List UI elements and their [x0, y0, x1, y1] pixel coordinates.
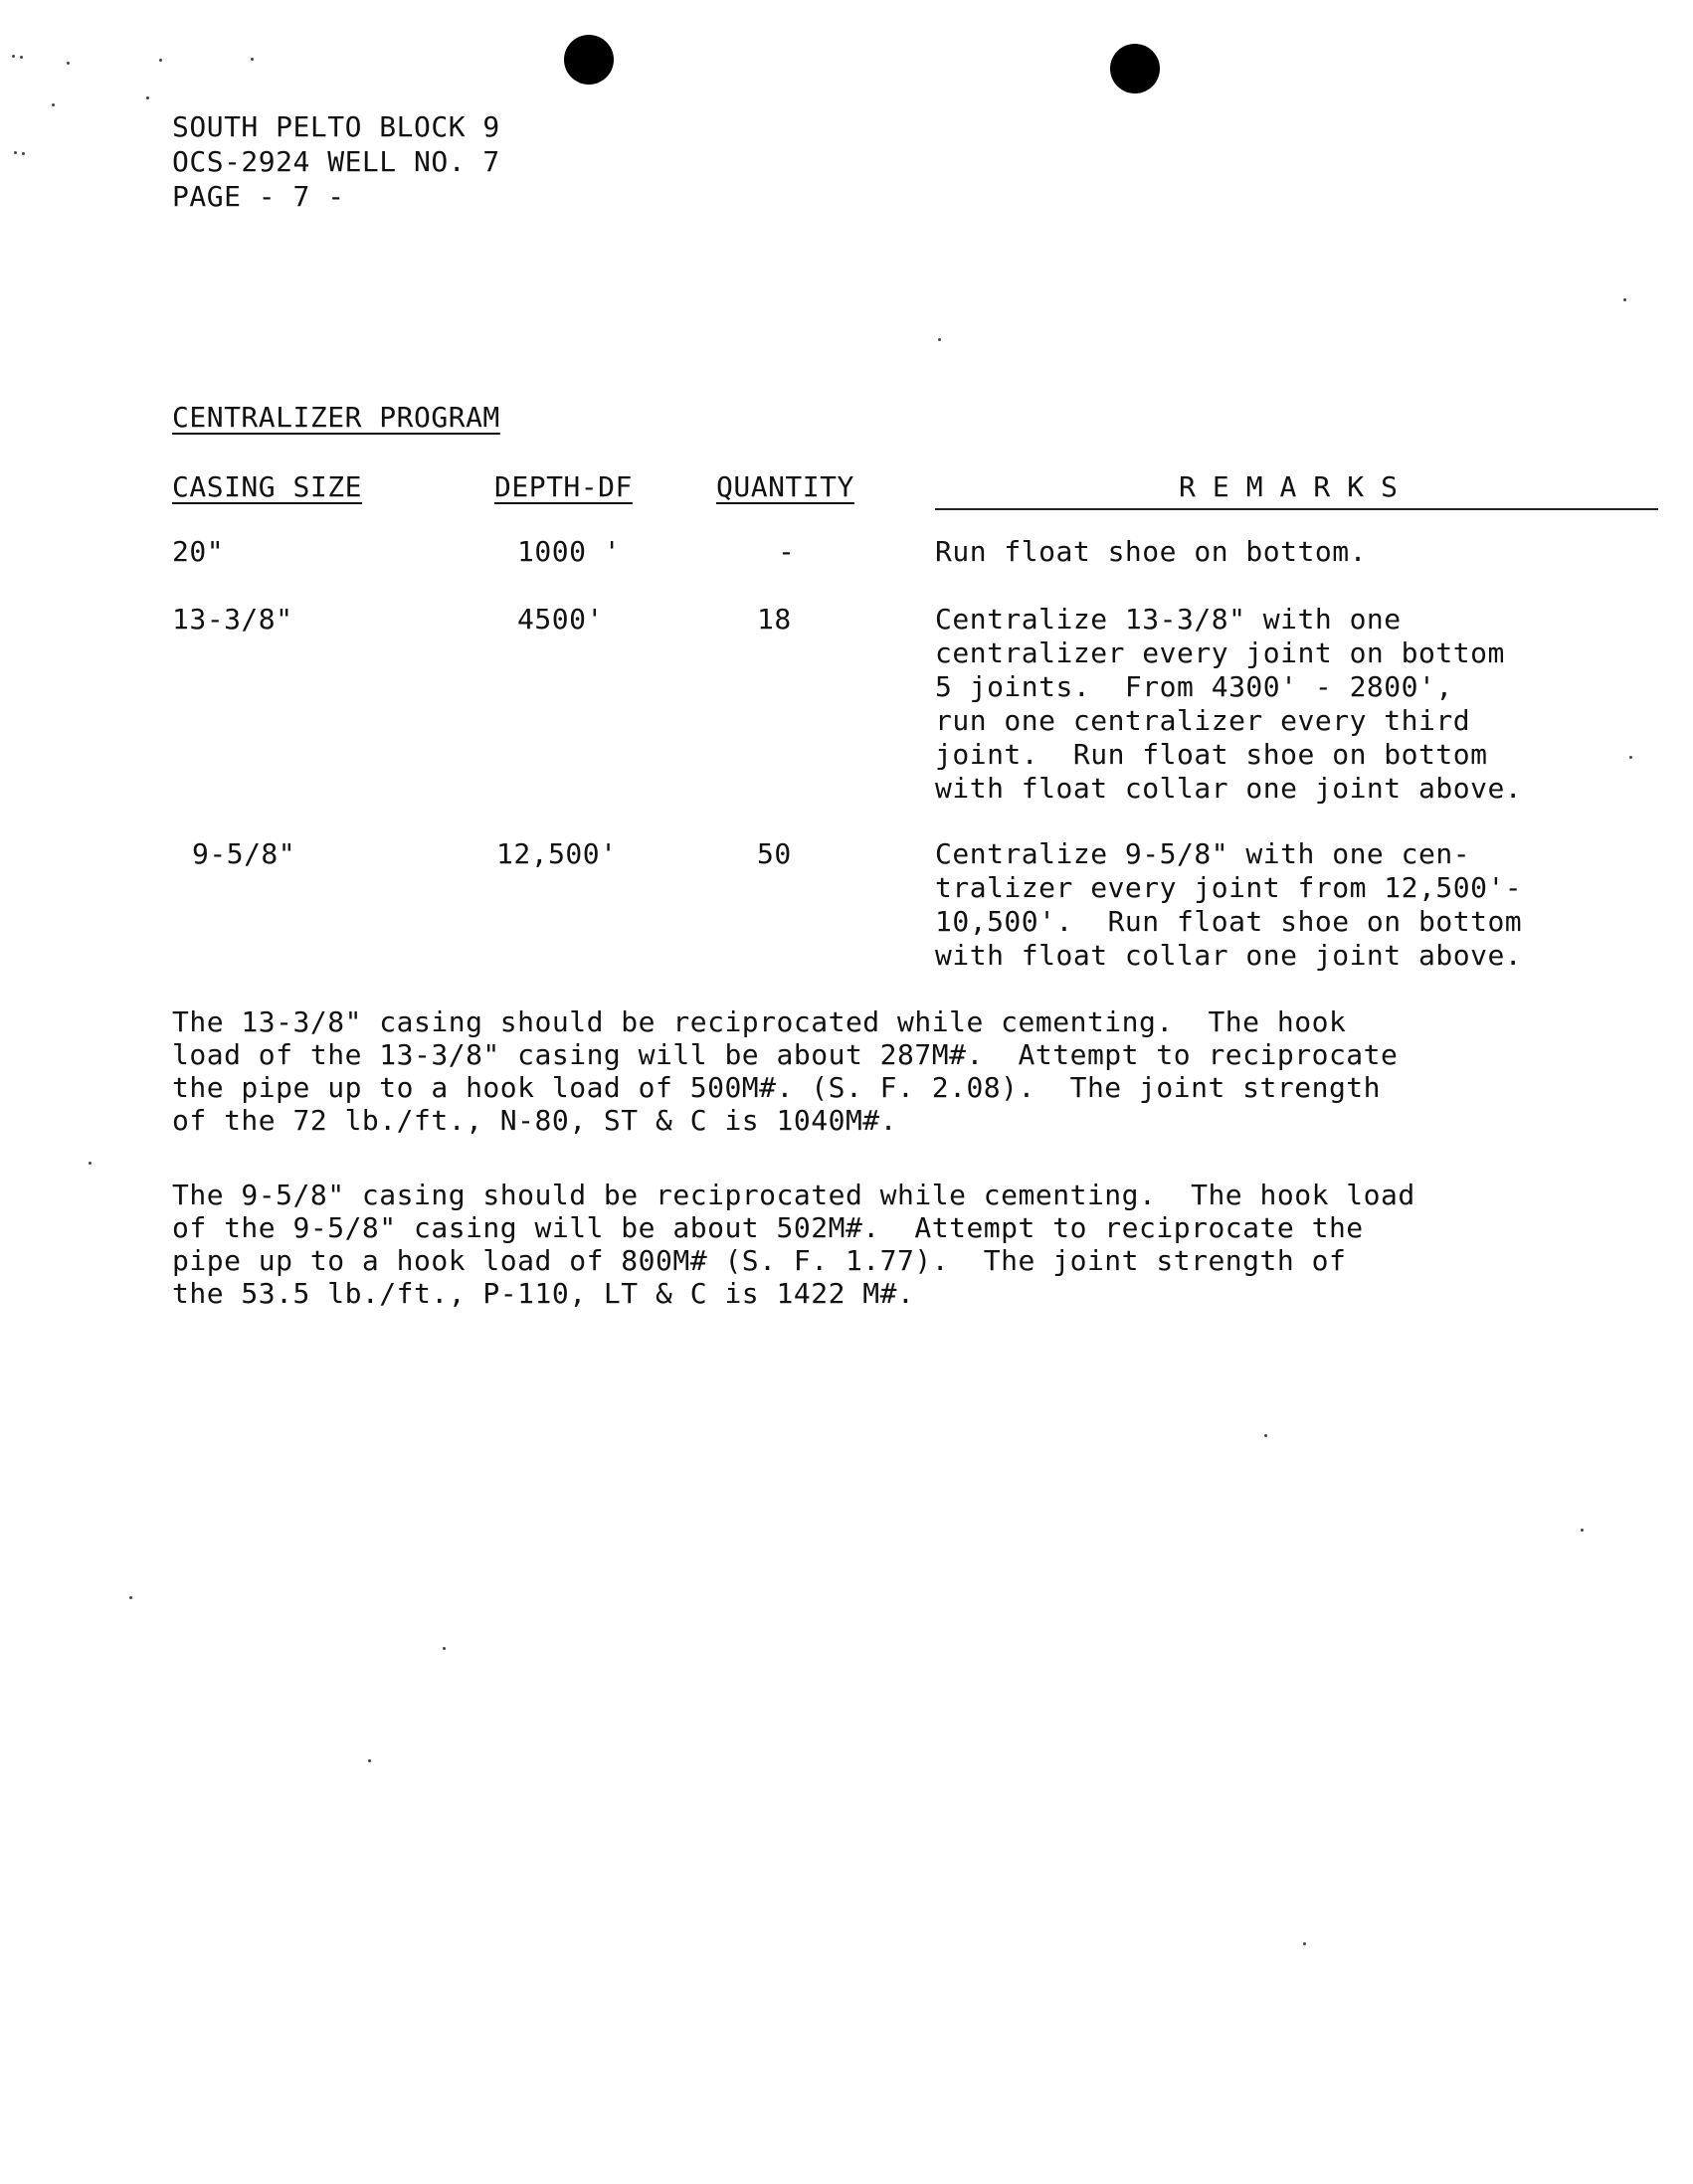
paragraph-line: the 53.5 lb./ft., P-110, LT & C is 1422 M#. [172, 1277, 915, 1310]
remark-line: with float collar one joint above. [935, 939, 1523, 972]
paragraph [172, 1005, 1398, 1137]
section-title: CENTRALIZER PROGRAM [172, 401, 500, 434]
column-header-casing-size: CASING SIZE [172, 470, 362, 503]
column-header-depth: DEPTH-DF [494, 470, 633, 503]
scan-speck [368, 1759, 371, 1762]
scan-speck [443, 1647, 446, 1650]
scan-speck [146, 96, 149, 99]
scan-speck [938, 338, 941, 341]
table-cell-remarks [935, 603, 1666, 806]
table-cell-quantity: - [778, 535, 796, 568]
scan-speck [67, 62, 70, 65]
scan-speck [20, 56, 23, 59]
paragraph-line: of the 72 lb./ft., N-80, ST & C is 1040M#. [172, 1104, 898, 1137]
remark-line: with float collar one joint above. [935, 772, 1523, 805]
table-cell-quantity: 18 [757, 603, 792, 636]
table-cell-depth: 4500' [517, 603, 604, 636]
paragraph-line: the pipe up to a hook load of 500M#. (S. F. 2.08). The joint strength [172, 1071, 1382, 1104]
remark-line: centralizer every joint on bottom [935, 637, 1505, 669]
remark-line: 5 joints. From 4300' - 2800', [935, 670, 1453, 703]
scan-speck [1581, 1529, 1584, 1532]
remark-line: Centralize 9-5/8" with one cen- [935, 837, 1471, 870]
paragraph-line: pipe up to a hook load of 800M# (S. F. 1.77). The joint strength of [172, 1244, 1347, 1277]
scan-speck [14, 151, 17, 154]
header-line: OCS-2924 WELL NO. 7 [172, 145, 500, 178]
header-line: SOUTH PELTO BLOCK 9 [172, 110, 500, 143]
table-cell-casing-size: 13-3/8" [172, 603, 293, 636]
paragraph-line: of the 9-5/8" casing will be about 502M#. Attempt to reciprocate the [172, 1211, 1364, 1244]
scan-speck [1623, 298, 1626, 301]
scan-speck [129, 1596, 132, 1599]
scan-speck [89, 1162, 92, 1165]
table-cell-casing-size: 20" [172, 535, 225, 568]
document-header [172, 109, 500, 214]
remark-line: Centralize 13-3/8" with one [935, 603, 1402, 636]
remark-line: Run float shoe on bottom. [935, 535, 1367, 568]
page-number: PAGE - 7 - [172, 180, 345, 213]
punch-hole-left [564, 35, 614, 85]
scan-speck [159, 59, 162, 62]
paragraph-line: load of the 13-3/8" casing will be about 287M#. Attempt to reciprocate [172, 1038, 1399, 1071]
table-cell-quantity: 50 [757, 837, 792, 870]
remark-line: 10,500'. Run float shoe on bottom [935, 905, 1523, 938]
table-cell-depth: 1000 ' [517, 535, 622, 568]
paragraph [172, 1179, 1415, 1310]
paragraph-line: The 9-5/8" casing should be reciprocated while cementing. The hook load [172, 1179, 1415, 1211]
column-header-remarks: REMARKS [935, 469, 1658, 510]
remark-line: run one centralizer every third [935, 704, 1471, 737]
column-header-quantity: QUANTITY [716, 470, 854, 503]
scan-speck [1264, 1434, 1267, 1437]
scan-speck [12, 55, 15, 58]
scan-speck [22, 152, 25, 155]
remark-line: joint. Run float shoe on bottom [935, 738, 1488, 771]
paragraph-line: The 13-3/8" casing should be reciprocated while cementing. The hook [172, 1005, 1347, 1038]
table-cell-casing-size: 9-5/8" [192, 837, 296, 870]
scan-speck [1303, 1942, 1306, 1945]
table-cell-remarks [935, 535, 1666, 569]
punch-hole-right [1110, 44, 1160, 93]
table-cell-depth: 12,500' [496, 837, 618, 870]
scan-speck [251, 58, 254, 61]
scan-speck [52, 103, 55, 106]
remark-line: tralizer every joint from 12,500'- [935, 871, 1523, 904]
table-cell-remarks [935, 837, 1666, 973]
